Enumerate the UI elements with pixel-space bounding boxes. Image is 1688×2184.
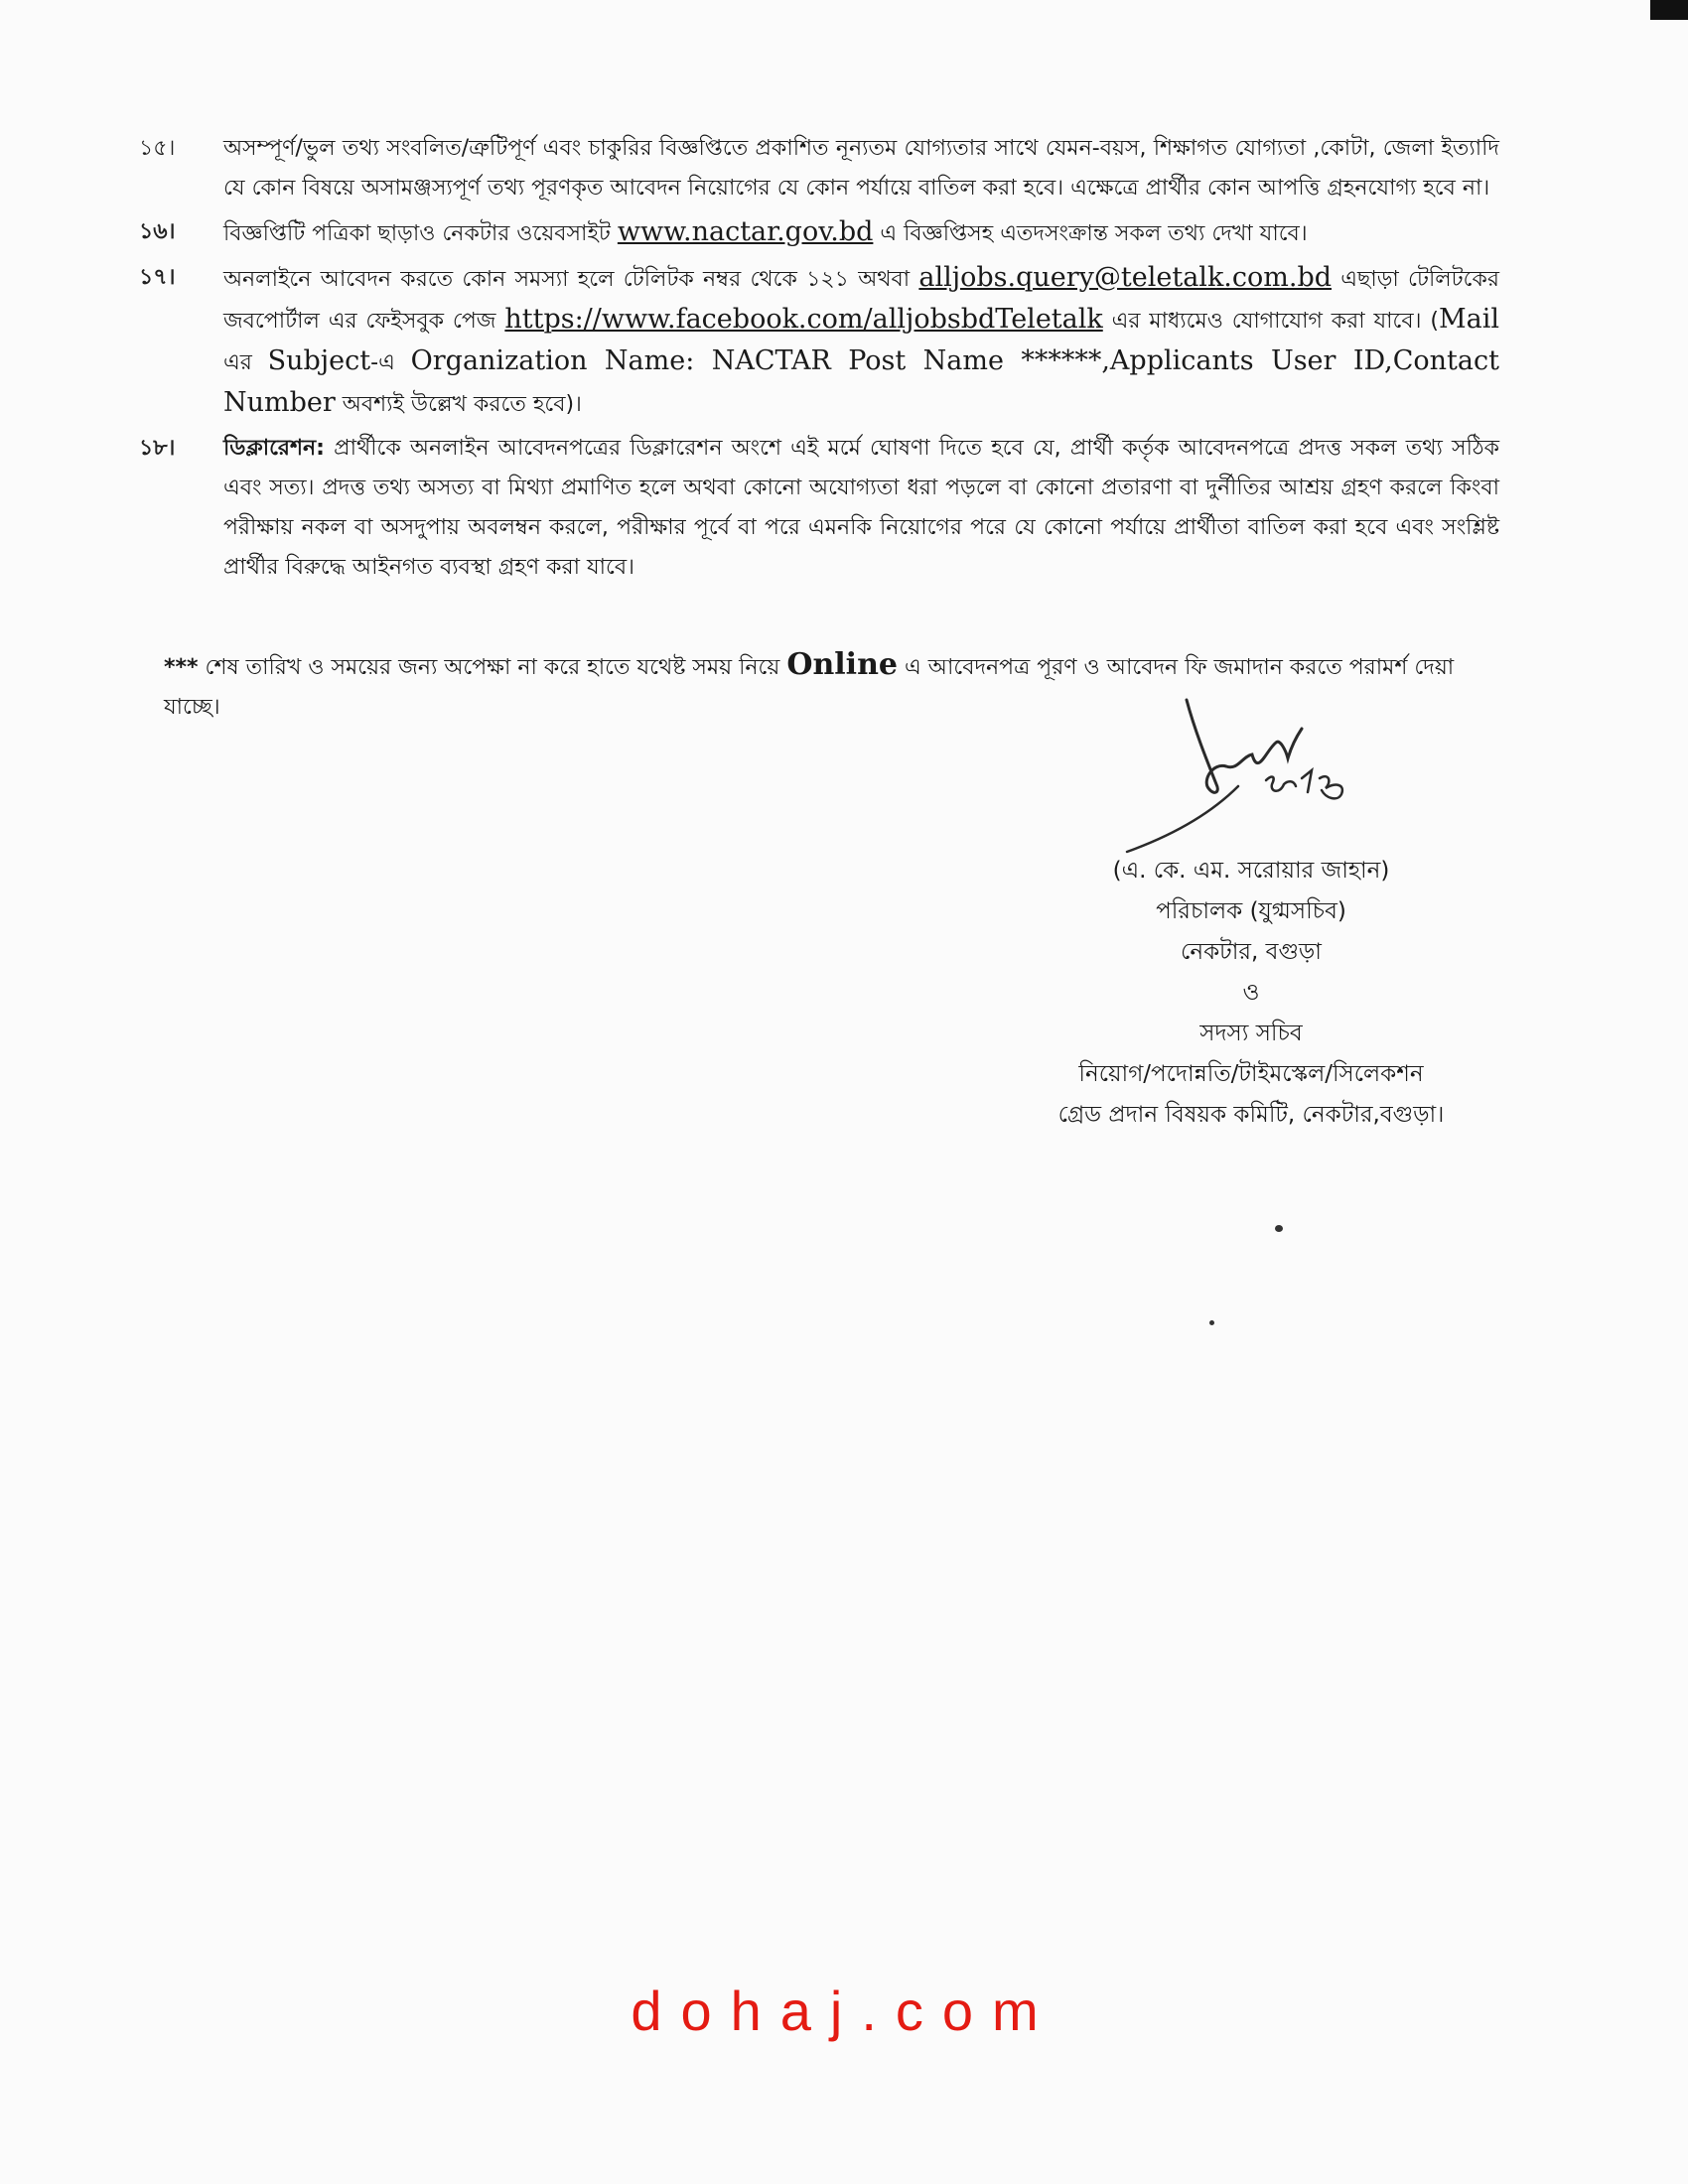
item-text-part: -এ [370,350,395,375]
note-text: শেষ তারিখ ও সময়ের জন্য অপেক্ষা না করে হাতে যথেষ্ট সময় নিয়ে [205,655,780,680]
item-text-part: এ বিজ্ঞপ্তিসহ এতদসংক্রান্ত সকল তথ্য দেখা যাবে। [880,221,1308,246]
signatory-name: (এ. কে. এম. সরোয়ার জাহান) [1112,858,1390,884]
declaration-label: ডিক্লারেশন: [223,436,325,461]
item-text-part: প্রার্থী কর্তৃক আবেদনপত্রে প্রদত্ত সকল তথ্য সঠিক এবং সত্য। প্রদত্ত তথ্য অসত্য বা মিথ্যা প্রমাণিত হলে অথবা কোনো অযোগ্যতা ধরা পড়লে বা কোনো প্রতারণা বা দুর্নীতির আশ্রয় গ্রহণ করলে কিংবা পরীক্ষায় নকল বা অসদুপায় অবলম্বন করলে, [223,436,1500,540]
organization-details: Organization Name: NACTAR Post Name ******,Applicants User ID,Contact Number [223,345,1499,418]
email-link[interactable]: alljobs.query@teletalk.com.bd [918,262,1333,293]
item-text: অসম্পূর্ণ/ভুল তথ্য সংবলিত/ত্রুটিপূর্ণ এবং চাকুরির বিজ্ঞপ্তিতে প্রকাশিত নূন্যতম যোগ্যতার সাথে যেমন-বয়স, শিক্ষাগত যোগ্যতা ,কোটা, জেলা ইত্যাদি যে কোন বিষয়ে অসামঞ্জস্যপূর্ণ তথ্য পূরণকৃত আবেদন নিয়োগের যে কোন পর্যায়ে বাতিল করা হবে। এক্ষেত্রে প্রার্থীর কোন আপত্তি গ্রহনযোগ্য হবে না। [223,136,1499,201]
list-item-18 [139,429,1499,588]
mail-label: Mail [1438,304,1499,335]
item-text-part: বিজ্ঞপ্তিটি পত্রিকা ছাড়াও নেকটার ওয়েবসাইট [223,221,611,246]
list-item-15 [139,129,1499,208]
item-text [223,258,1499,425]
item-text-part: এছাড়া টেলিটকের জবপোর্টাল এর ফেইসবুক পেজ [223,267,1499,334]
item-text-part: প্রার্থীকে অনলাইন আবেদনপত্রের ডিক্লারেশন অংশে এই মর্মে ঘোষণা দিতে হবে যে, [334,436,1061,461]
signatory-designation: পরিচালক (যুগ্মসচিব) [1156,898,1346,924]
scan-speck [1275,1225,1283,1232]
note-text: এ আবেদনপত্র পূরণ ও আবেদন ফি জমাদান করতে পরামর্শ দেয়া যাচ্ছে। [164,655,1455,720]
item-number: ১৬। [139,219,176,244]
facebook-link[interactable]: https://www.facebook.com/alljobsbdTeletalk [504,304,1103,335]
item-text [223,429,1499,588]
scan-corner-mark [1650,0,1688,20]
list-item-17 [139,258,1499,425]
item-text-part: অনলাইনে আবেদন করতে কোন সমস্যা হলে টেলিটক নম্বর থেকে ১২১ অথবা [223,267,911,292]
signatory-role: সদস্য সচিব [1199,1021,1303,1046]
committee-line-2: গ্রেড প্রদান বিষয়ক কমিটি, নেকটার,বগুড়া। [1057,1102,1445,1128]
note-stars: *** [164,655,199,680]
item-number: ১৭। [139,265,176,290]
item-number: ১৮। [139,436,176,461]
signatory-conjunction: ও [1242,980,1260,1006]
online-label: Online [786,647,898,682]
signatory-office: নেকটার, বগুড়া [1181,939,1322,965]
subject-label: Subject [267,345,371,376]
committee-line-1: নিয়োগ/পদোন্নতি/টাইমস্কেল/সিলেকশন [1078,1061,1424,1087]
signature-block [993,851,1509,1136]
item-number: ১৫। [139,136,176,161]
item-text-part: এর মাধ্যমেও যোগাযোগ করা যাবে। ( [1111,309,1439,334]
watermark-text: dohaj.com [631,1979,1057,2042]
instruction-list [139,129,1499,592]
item-text-part: এর [223,350,252,375]
list-item-16 [139,212,1499,254]
website-link[interactable]: www.nactar.gov.bd [617,216,874,247]
scan-speck [1209,1320,1214,1325]
item-text-part: পরীক্ষার পূর্বে বা পরে এমনকি নিয়োগের পরে যে কোনো পর্যায়ে প্রার্থীতা বাতিল করা হবে এবং সংশ্লিষ্ট প্রার্থীর বিরুদ্ধে আইনগত ব্যবস্থা গ্রহণ করা যাবে। [223,515,1500,580]
item-text [223,212,1499,254]
handwritten-signature [1117,685,1375,854]
item-text-part: অবশ্যই উল্লেখ করতে হবে)। [342,392,582,417]
